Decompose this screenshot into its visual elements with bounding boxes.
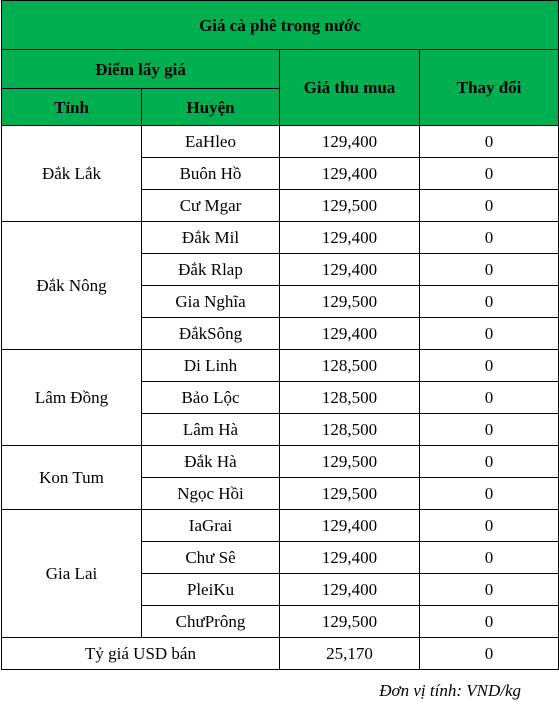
district-cell: Di Linh [142, 350, 280, 382]
district-header: Huyện [142, 89, 280, 126]
district-cell: PleiKu [142, 574, 280, 606]
district-cell: Cư Mgar [142, 190, 280, 222]
district-cell: Đắk Mil [142, 222, 280, 254]
province-cell: Lâm Đồng [2, 350, 142, 446]
district-cell: Ngọc Hồi [142, 478, 280, 510]
province-header: Tỉnh [2, 89, 142, 126]
coffee-price-table [1, 0, 559, 670]
price-cell: 129,500 [280, 606, 420, 638]
exchange-label: Tỷ giá USD bán [2, 638, 280, 670]
change-cell: 0 [420, 478, 559, 510]
table-row [2, 126, 559, 158]
district-cell: Chư Sê [142, 542, 280, 574]
table-row [2, 222, 559, 254]
province-cell: Gia Lai [2, 510, 142, 638]
change-cell: 0 [420, 542, 559, 574]
district-cell: EaHleo [142, 126, 280, 158]
district-cell: Buôn Hồ [142, 158, 280, 190]
change-cell: 0 [420, 190, 559, 222]
district-cell: Đắk Hà [142, 446, 280, 478]
price-cell: 128,500 [280, 350, 420, 382]
change-cell: 0 [420, 446, 559, 478]
table-row [2, 510, 559, 542]
province-cell: Đắk Lắk [2, 126, 142, 222]
exchange-price: 25,170 [280, 638, 420, 670]
district-cell: Đắk Rlap [142, 254, 280, 286]
change-cell: 0 [420, 414, 559, 446]
district-cell: Bảo Lộc [142, 382, 280, 414]
price-cell: 129,400 [280, 574, 420, 606]
price-cell: 129,400 [280, 158, 420, 190]
change-cell: 0 [420, 286, 559, 318]
change-cell: 0 [420, 158, 559, 190]
change-cell: 0 [420, 318, 559, 350]
change-cell: 0 [420, 574, 559, 606]
table-row [2, 350, 559, 382]
district-cell: Gia Nghĩa [142, 286, 280, 318]
change-cell: 0 [420, 510, 559, 542]
location-group-header: Điểm lấy giá [2, 50, 280, 89]
district-cell: IaGrai [142, 510, 280, 542]
price-cell: 129,400 [280, 126, 420, 158]
price-cell: 129,500 [280, 190, 420, 222]
district-cell: ChưPrông [142, 606, 280, 638]
district-cell: Lâm Hà [142, 414, 280, 446]
price-cell: 129,400 [280, 510, 420, 542]
exchange-change: 0 [420, 638, 559, 670]
price-cell: 129,500 [280, 446, 420, 478]
province-cell: Đắk Nông [2, 222, 142, 350]
price-header: Giá thu mua [280, 50, 420, 126]
price-cell: 129,400 [280, 542, 420, 574]
price-cell: 129,400 [280, 222, 420, 254]
exchange-rate-row [2, 638, 559, 670]
price-cell: 129,400 [280, 318, 420, 350]
price-cell: 128,500 [280, 414, 420, 446]
change-cell: 0 [420, 126, 559, 158]
price-cell: 129,400 [280, 254, 420, 286]
province-cell: Kon Tum [2, 446, 142, 510]
change-cell: 0 [420, 222, 559, 254]
change-cell: 0 [420, 606, 559, 638]
change-cell: 0 [420, 254, 559, 286]
table-body [2, 126, 559, 670]
change-cell: 0 [420, 350, 559, 382]
table-title: Giá cà phê trong nước [2, 1, 559, 50]
unit-note: Đơn vị tính: VND/kg [379, 681, 521, 700]
change-header: Thay đổi [420, 50, 559, 126]
price-cell: 128,500 [280, 382, 420, 414]
table-row [2, 446, 559, 478]
price-cell: 129,500 [280, 478, 420, 510]
district-cell: ĐắkSông [142, 318, 280, 350]
change-cell: 0 [420, 382, 559, 414]
price-cell: 129,500 [280, 286, 420, 318]
